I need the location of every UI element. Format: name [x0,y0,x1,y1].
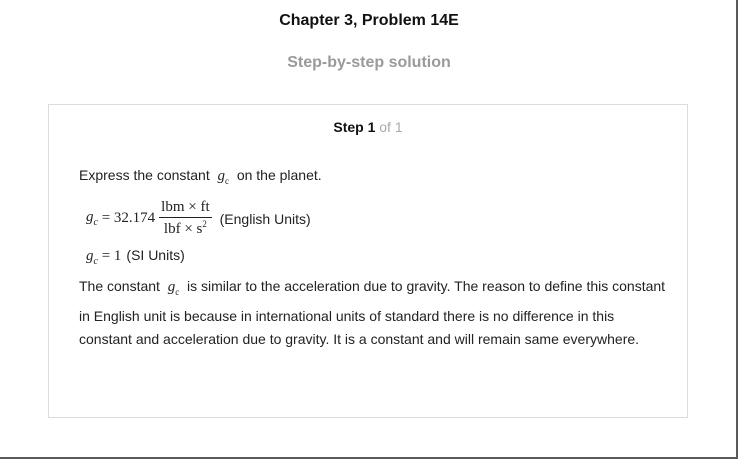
gc-symbol: $g_c$ [217,168,230,186]
eq2-value: 1 [113,248,122,264]
equation-english-units: $g_c$ = 32.174 $\frac{\text{lbm × ft}}{lbf \times s^2}$ (English Units) [86,199,311,237]
eq1-value: 32.174 [113,210,156,226]
gc-symbol: $g_c$ [167,279,180,297]
step-card [48,104,688,418]
step-total: of 1 [379,119,403,135]
express-suffix-text: on the planet. [236,167,322,183]
equation-si-units: $g_c$ = 1 (SI Units) [86,247,185,267]
si-units-note: (SI Units) [126,247,185,263]
fraction-denominator: lbf × $s^2$ [163,219,207,237]
fraction-numerator: lbm × ft [159,199,211,218]
express-constant-line [79,167,322,186]
para-prefix-text: The constant [79,278,160,294]
step-label: Step 1 [333,119,376,135]
express-prefix-text: Express the constant [79,167,210,183]
para-body-text: is similar to the acceleration due to gravity. The reason to define this constant in English unit is because in international units of standard there is no difference in this constant and acceleration due to gravity. It is a constant and will remain same everywhere. [79,278,666,347]
solution-subtitle: Step-by-step solution [287,54,451,71]
english-units-note: (English Units) [219,210,311,227]
chapter-title: Chapter 3, Problem 14E [279,12,459,29]
step-header [49,119,687,135]
units-fraction [159,199,211,238]
explanation-paragraph [79,275,669,352]
gc-symbol: $g_c$ [86,209,98,228]
gc-symbol: $g_c$ [86,248,98,267]
